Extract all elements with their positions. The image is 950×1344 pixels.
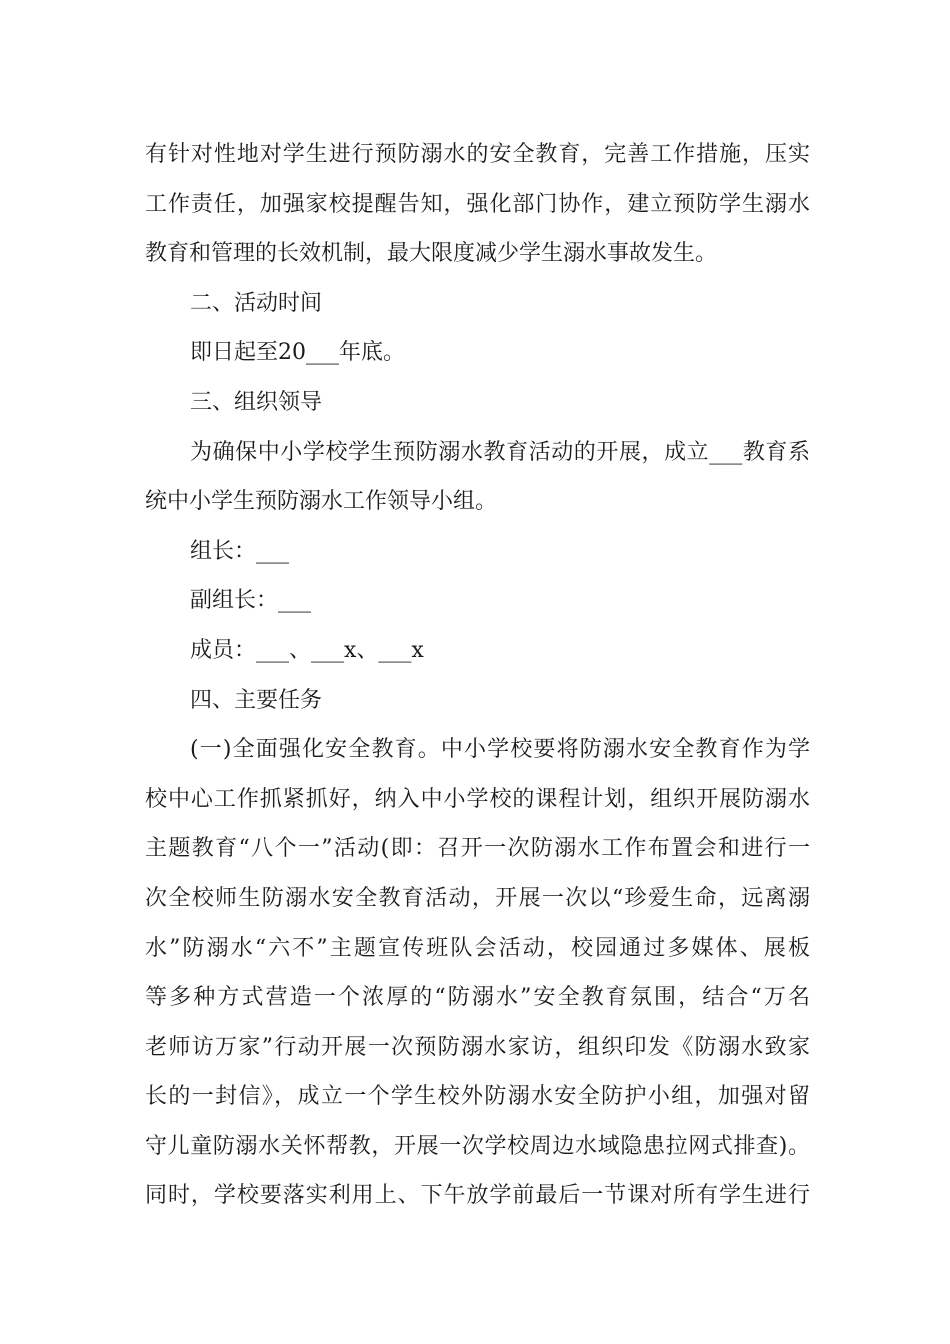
document-body	[145, 130, 810, 1221]
paragraph-line: 长的一封信》，成立一个学生校外防溺水安全防护小组，加强对留	[145, 1084, 810, 1110]
paragraph-line: (一)全面强化安全教育。中小学校要将防溺水安全教育作为学	[190, 737, 810, 763]
paragraph-line: 等多种方式营造一个浓厚的“防溺水”安全教育氛围，结合“万名	[145, 985, 810, 1011]
team-leader-line: 组长：___	[190, 538, 290, 564]
members-line: 成员：___、___x、___x	[190, 637, 424, 663]
section-heading: 二、活动时间	[190, 290, 323, 316]
paragraph-line: 次全校师生防溺水安全教育活动，开展一次以“珍爱生命，远离溺	[145, 885, 810, 911]
section-heading: 三、组织领导	[190, 389, 323, 415]
paragraph-line: 同时，学校要落实利用上、下午放学前最后一节课对所有学生进行	[145, 1183, 810, 1209]
paragraph-line: 统中小学生预防溺水工作领导小组。	[145, 489, 498, 515]
paragraph-line: 教育和管理的长效机制，最大限度减少学生溺水事故发生。	[145, 241, 718, 267]
deputy-leader-line: 副组长：___	[190, 588, 312, 614]
paragraph-line: 为确保中小学校学生预防溺水教育活动的开展，成立___教育系	[190, 439, 810, 465]
paragraph-line: 有针对性地对学生进行预防溺水的安全教育，完善工作措施，压实	[145, 142, 810, 167]
paragraph-line: 工作责任，加强家校提醒告知，强化部门协作，建立预防学生溺水	[145, 191, 810, 217]
paragraph-line: 老师访万家”行动开展一次预防溺水家访，组织印发《防溺水致家	[145, 1034, 810, 1060]
paragraph-line: 水”防溺水“六不”主题宣传班队会活动，校园通过多媒体、展板	[145, 935, 810, 961]
paragraph-line: 守儿童防溺水关怀帮教，开展一次学校周边水域隐患拉网式排查)。	[145, 1133, 810, 1159]
paragraph-line: 校中心工作抓紧抓好，纳入中小学校的课程计划，组织开展防溺水	[145, 786, 810, 812]
section-heading: 四、主要任务	[190, 687, 323, 713]
paragraph-line: 即日起至20___年底。	[190, 340, 405, 366]
paragraph-line: 主题教育“八个一”活动(即：召开一次防溺水工作布置会和进行一	[145, 836, 810, 862]
